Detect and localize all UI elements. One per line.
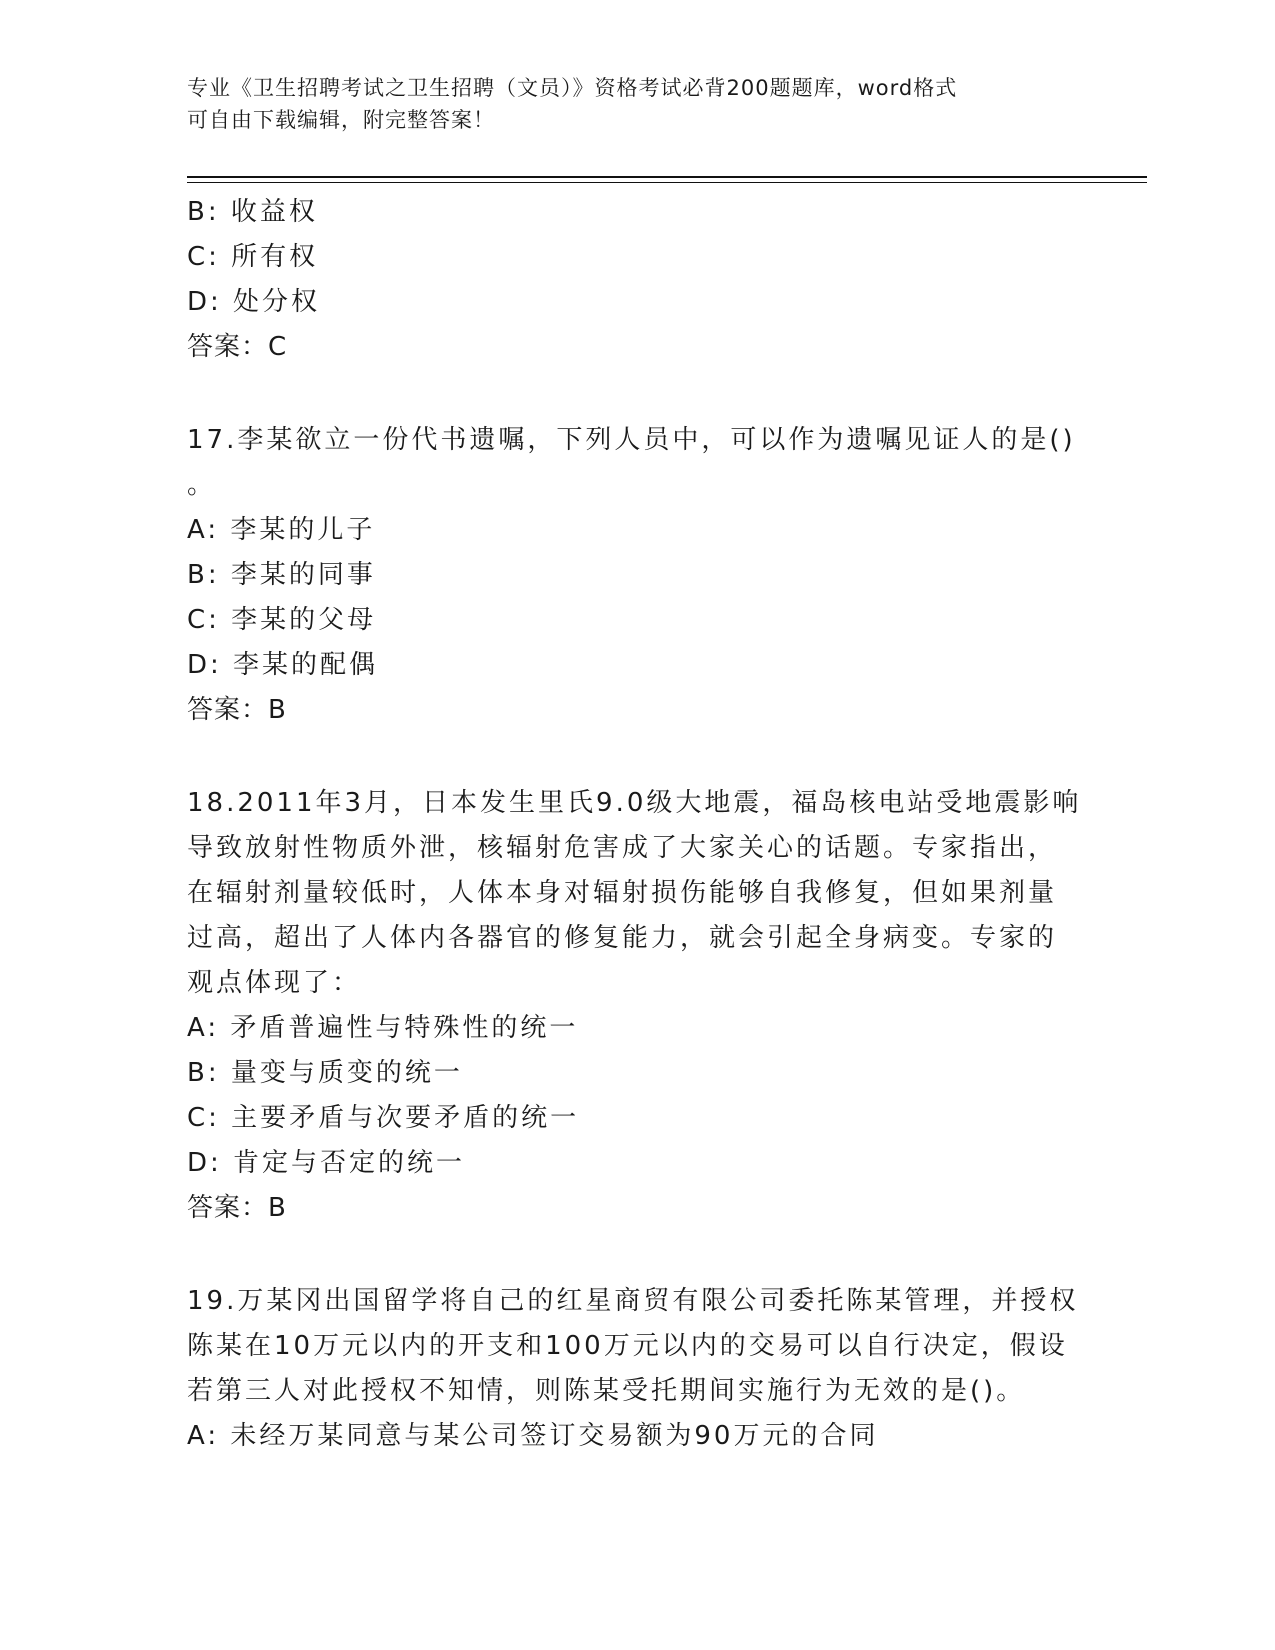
option-d: D: 李某的配偶	[187, 650, 379, 680]
header-line-1: 专业《卫生招聘考试之卫生招聘（文员）》资格考试必背200题题库，word格式	[187, 76, 958, 100]
question-text-line: 若第三人对此授权不知情，则陈某受托期间实施行为无效的是()。	[187, 1376, 1026, 1406]
document-header	[187, 72, 1067, 136]
question-16-tail	[187, 190, 1087, 370]
header-line-2: 可自由下载编辑，附完整答案！	[187, 108, 495, 132]
question-list	[187, 190, 1087, 1459]
question-text-line: 。	[187, 470, 217, 500]
question-text-line: 18.2011年3月，日本发生里氏9.0级大地震，福岛核电站受地震影响	[187, 788, 1082, 818]
question-text-line: 观点体现了：	[187, 968, 362, 998]
option-a: A: 矛盾普遍性与特殊性的统一	[187, 1013, 579, 1043]
option-c: C: 主要矛盾与次要矛盾的统一	[187, 1103, 580, 1133]
option-d: D: 肯定与否定的统一	[187, 1148, 466, 1178]
answer-line: 答案：C	[187, 332, 288, 362]
question-17	[187, 418, 1087, 733]
answer-line: 答案：B	[187, 695, 287, 725]
option-a: A: 未经万某同意与某公司签订交易额为90万元的合同	[187, 1421, 879, 1451]
option-d: D: 处分权	[187, 287, 321, 317]
option-c: C: 所有权	[187, 242, 319, 272]
header-divider-thin	[187, 182, 1147, 183]
question-text-line: 在辐射剂量较低时，人体本身对辐射损伤能够自我修复，但如果剂量	[187, 878, 1058, 908]
option-b: B: 量变与质变的统一	[187, 1058, 463, 1088]
question-19	[187, 1279, 1087, 1459]
option-b: B: 收益权	[187, 197, 318, 227]
answer-line: 答案：B	[187, 1193, 287, 1223]
question-text-line: 导致放射性物质外泄，核辐射危害成了大家关心的话题。专家指出，	[187, 833, 1058, 863]
question-text-line: 陈某在10万元以内的开支和100万元以内的交易可以自行决定，假设	[187, 1331, 1068, 1361]
option-b: B: 李某的同事	[187, 560, 376, 590]
option-c: C: 李某的父母	[187, 605, 377, 635]
question-18	[187, 781, 1087, 1231]
option-a: A: 李某的儿子	[187, 515, 376, 545]
question-text-line: 过高，超出了人体内各器官的修复能力，就会引起全身病变。专家的	[187, 923, 1058, 953]
question-text-line: 19.万某冈出国留学将自己的红星商贸有限公司委托陈某管理，并授权	[187, 1286, 1079, 1316]
header-divider-thick	[187, 176, 1147, 178]
question-text-line: 17.李某欲立一份代书遗嘱，下列人员中，可以作为遗嘱见证人的是()	[187, 425, 1076, 455]
